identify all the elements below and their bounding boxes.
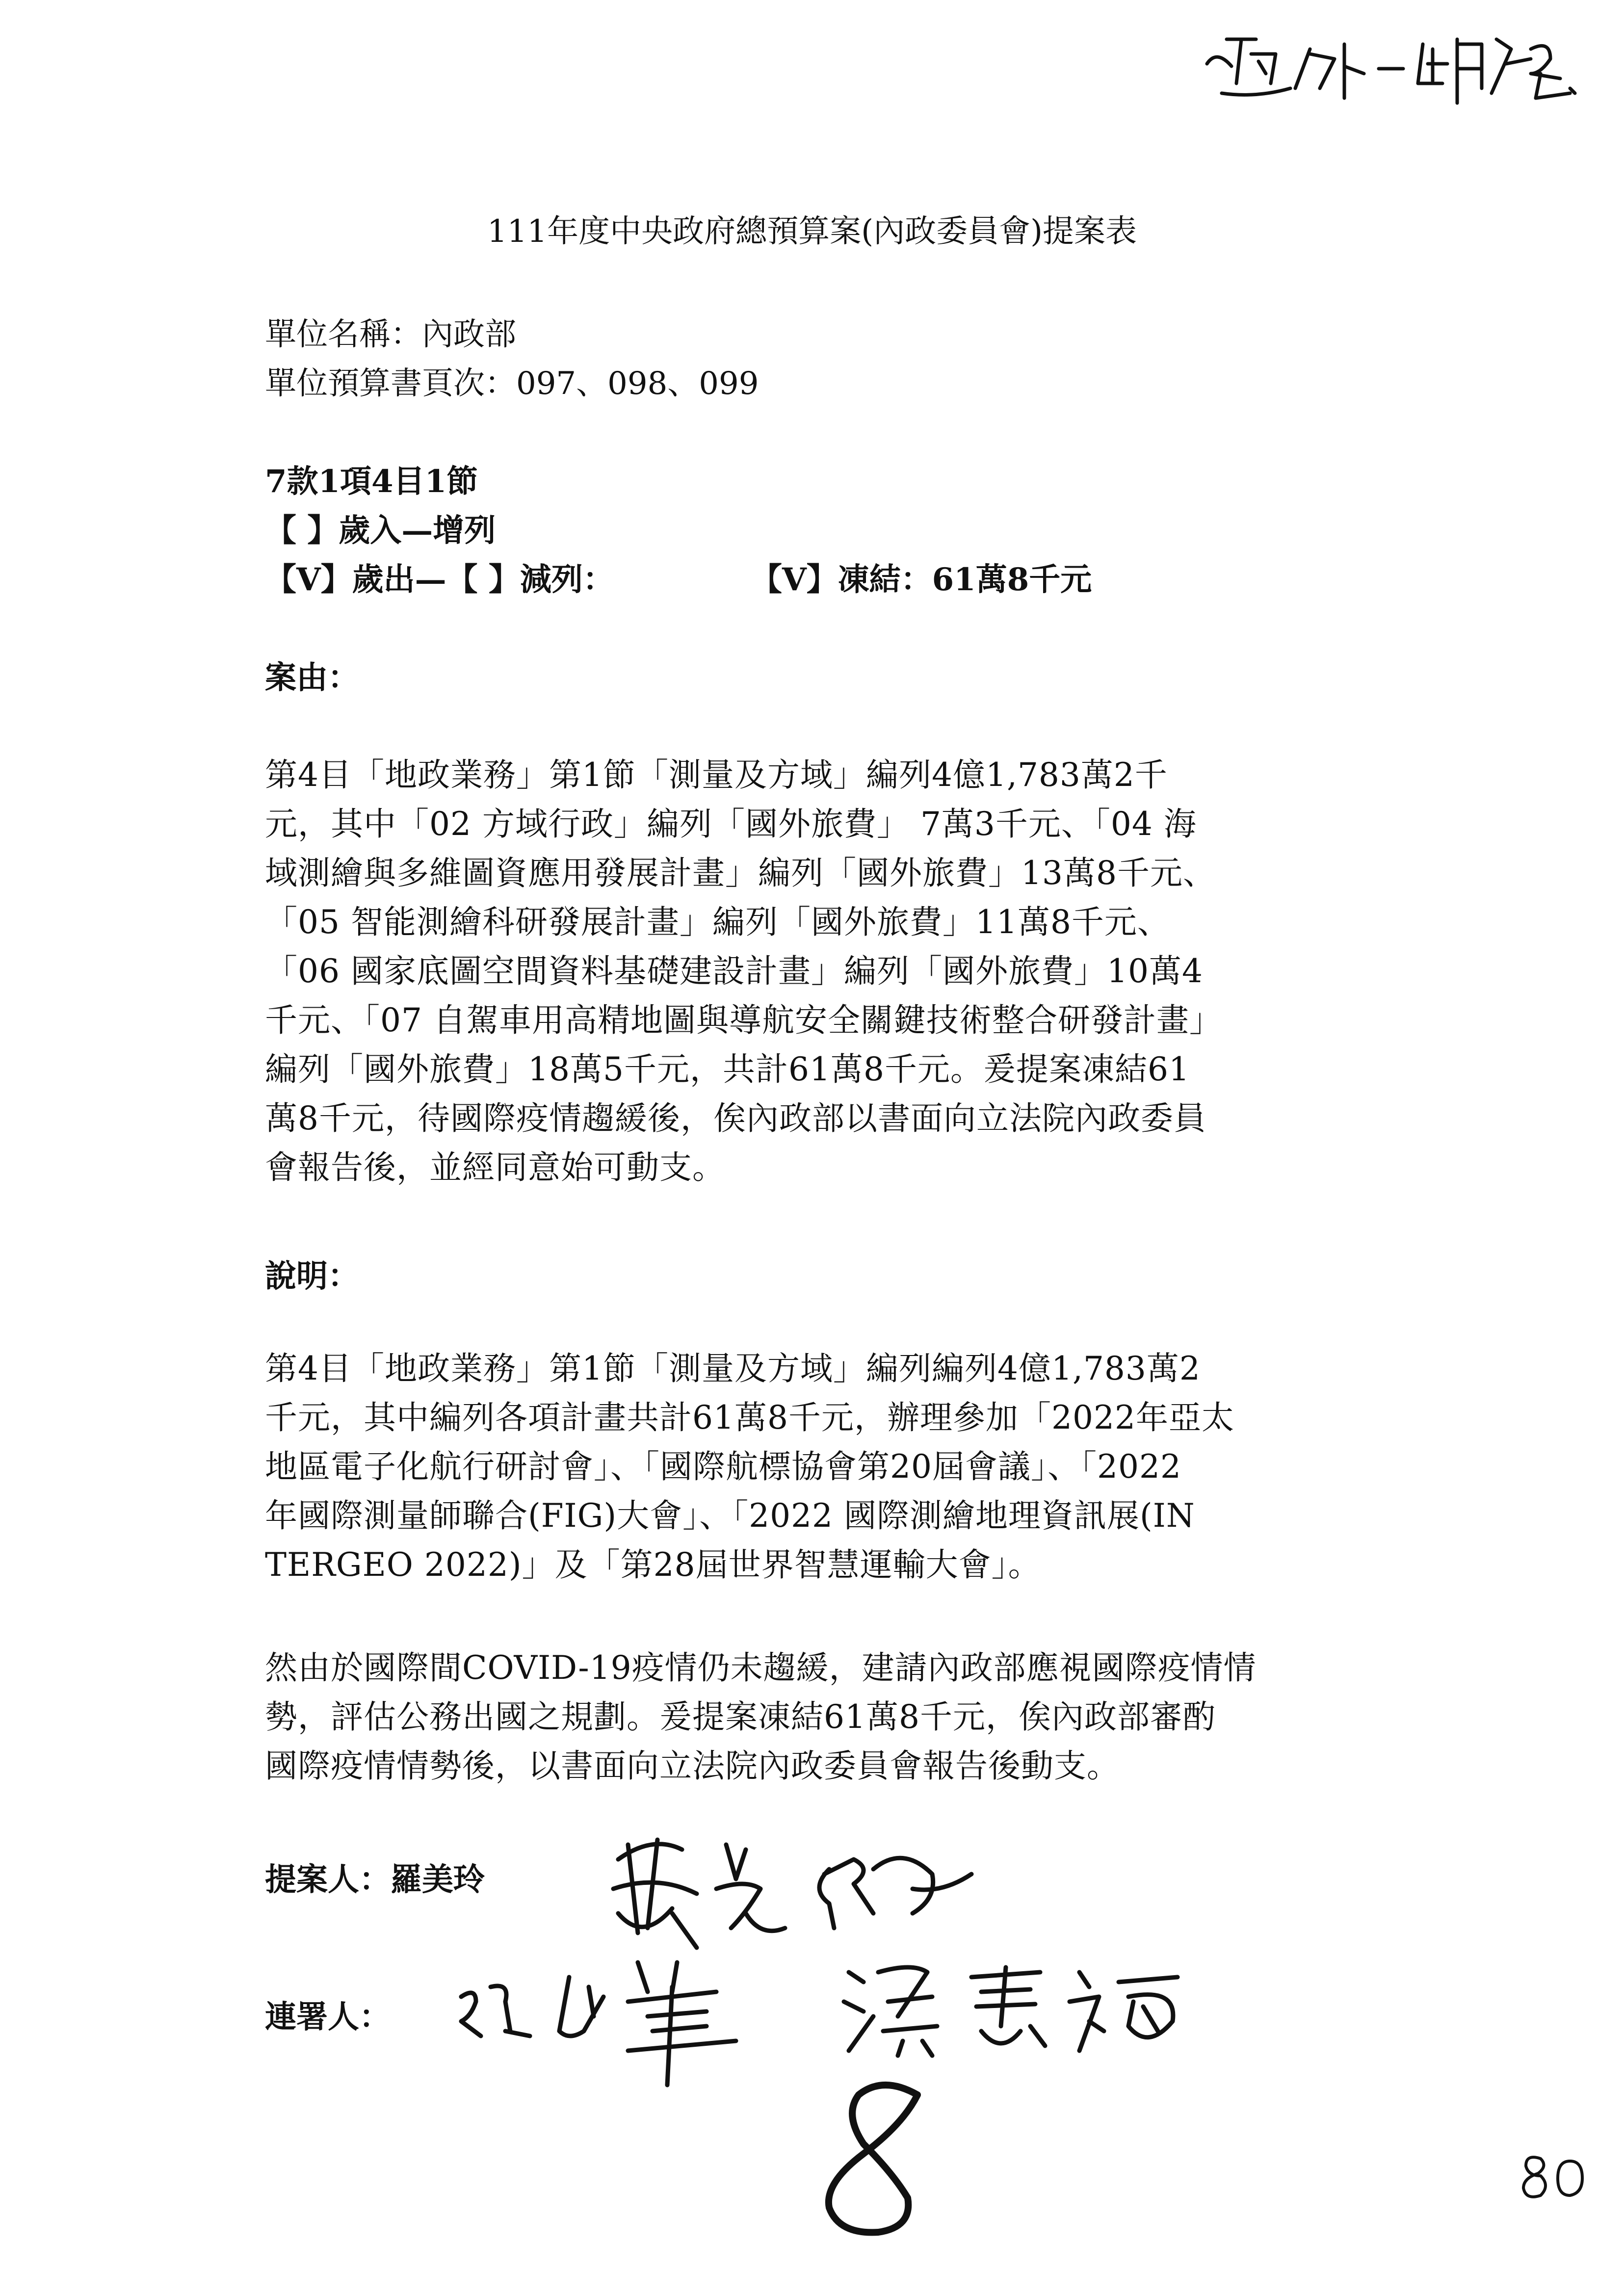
cosigner-label: 連署人： (265, 1999, 391, 2035)
page-number (1511, 2149, 1590, 2203)
explain-line: 然由於國際間COVID-19疫情仍未趨緩，建請內政部應視國際疫情情 (265, 1649, 1257, 1687)
section-line: 7款1項4目1節 (265, 463, 478, 500)
explain-line: 第4目「地政業務」第1節「測量及方域」編列編列4億1,783萬2 (265, 1350, 1201, 1387)
document-title: 111年度中央政府總預算案(內政委員會)提案表 (487, 213, 1137, 250)
explain-heading: 說明： (265, 1258, 359, 1295)
explain-line: TERGEO 2022)」及「第28屆世界智慧運輸大會」。 (265, 1546, 1041, 1584)
unit-name-line: 單位名稱：內政部 (265, 316, 516, 353)
reason-line: 元，其中「02 方域行政」編列「國外旅費」 7萬3千元、「04 海 (265, 805, 1197, 843)
reason-line: 「05 智能測繪科研發展計畫」編列「國外旅費」11萬8千元、 (265, 903, 1170, 941)
explain-line: 年國際測量師聯合(FIG)大會」、「2022 國際測繪地理資訊展(IN (265, 1497, 1195, 1535)
revenue-line: 【 】歲入—增列 (265, 512, 496, 549)
explain-line: 千元，其中編列各項計畫共計61萬8千元，辦理參加「2022年亞太 (265, 1399, 1234, 1436)
reason-line: 會報告後，並經同意始可動支。 (265, 1148, 725, 1186)
explain-line: 國際疫情情勢後，以書面向立法院內政委員會報告後動支。 (265, 1747, 1120, 1785)
proposer-label: 提案人：羅美玲 (265, 1861, 485, 1898)
reason-line: 「06 國家底圖空間資料基礎建設計畫」編列「國外旅費」10萬4 (265, 952, 1203, 990)
reason-heading: 案由： (265, 659, 359, 696)
explain-paragraph-1 (265, 1344, 1393, 1590)
reason-line: 千元、「07 自駕車用高精地圖與導航安全關鍵技術整合研發計畫」 (265, 1001, 1222, 1039)
explain-line: 地區電子化航行研討會」、「國際航標協會第20屆會議」、「2022 (265, 1448, 1181, 1486)
header-annotation-handwriting (1197, 20, 1580, 108)
reason-line: 第4目「地政業務」第1節「測量及方域」編列4億1,783萬2千 (265, 756, 1168, 794)
expense-label: 【V】歲出—【 】減列： (265, 561, 614, 598)
explain-line: 勢，評估公務出國之規劃。爰提案凍結61萬8千元，俟內政部審酌 (265, 1698, 1216, 1736)
proposer-signature (599, 1815, 991, 1962)
handwritten-number (795, 2075, 942, 2242)
freeze-label: 【V】凍結：61萬8千元 (751, 561, 1092, 598)
cosigner-signature-1 (442, 1943, 805, 2090)
explain-paragraph-2 (265, 1644, 1393, 1791)
reason-line: 編列「國外旅費」18萬5千元，共計61萬8千元。爰提案凍結61 (265, 1050, 1190, 1088)
reason-line: 萬8千元，待國際疫情趨緩後，俟內政部以書面向立法院內政委員 (265, 1099, 1206, 1137)
reason-line: 域測繪與多維圖資應用發展計畫」編列「國外旅費」13萬8千元、 (265, 854, 1216, 892)
reason-paragraph (265, 751, 1393, 1192)
unit-pages-line: 單位預算書頁次：097、098、099 (265, 365, 759, 402)
cosigner-signature-2 (834, 1943, 1207, 2070)
